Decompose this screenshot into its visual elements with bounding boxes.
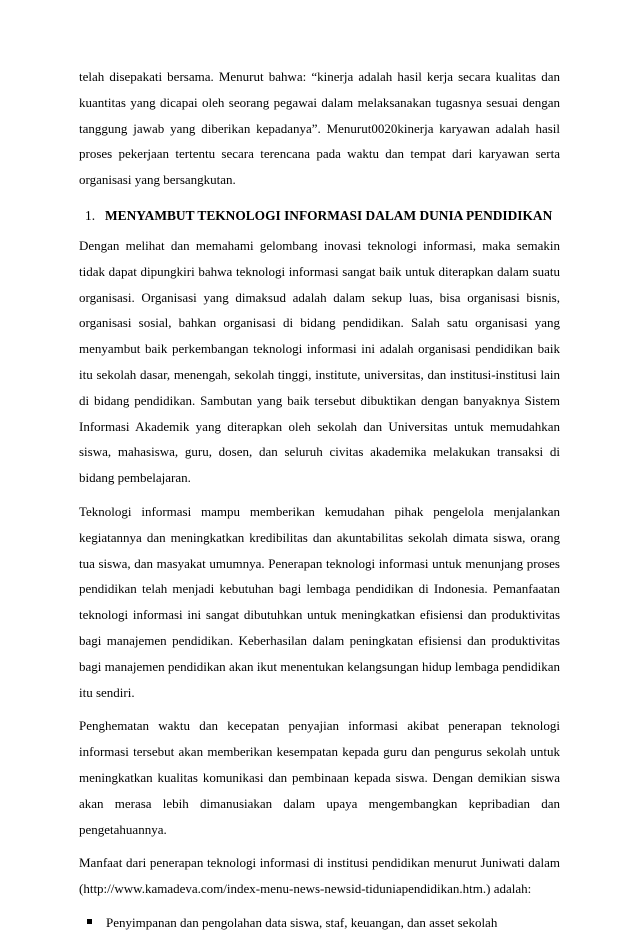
bullet-list bbox=[79, 910, 560, 935]
paragraph-4: Manfaat dari penerapan teknologi informasi di institusi pendidikan menurut Juniwati dalam (http://www.kamadeva.com/index-menu-news-newsid-tiduniapendidikan.htm.) adalah: bbox=[79, 855, 560, 897]
paragraph-3: Penghematan waktu dan kecepatan penyajian informasi akibat penerapan teknologi informasi tersebut akan memberikan kesempatan kepada guru dan pengurus sekolah untuk meningkatkan kualitas komunikasi dan pembinaan kepada siswa. Dengan demikian siswa akan merasa lebih dimanusiakan dalam upaya mengembangkan kepribadian dan pengetahuannya. bbox=[79, 718, 560, 837]
paragraph-1: Dengan melihat dan memahami gelombang inovasi teknologi informasi, maka semakin tidak dapat dipungkiri bahwa teknologi informasi sangat baik untuk diterapkan dalam suatu organisasi. Organisasi yang dimaksud adalah dalam sekup luas, bisa organisasi bisnis, organisasi sosial, bahkan organisasi di bidang pendidikan. Salah satu organisasi yang menyambut baik perkembangan teknologi informasi ini adalah organisasi pendidikan baik itu sekolah dasar, menengah, sekolah tinggi, institute, universitas, dan institusi-institusi lain di bidang pendidikan. Sambutan yang baik tersebut dibuktikan dengan banyaknya Sistem Informasi Akademik yang diterapkan oleh sekolah dan Universitas untuk memudahkan siswa, mahasiswa, guru, dosen, dan seluruh civitas akademika melakukan transaksi di bidang pembelajaran. bbox=[79, 237, 560, 486]
paragraph-2: Teknologi informasi mampu memberikan kemudahan pihak pengelola menjalankan kegiatannya dan meningkatkan kredibilitas dan akuntabilitas sekolah dimata siswa, orang tua siswa, dan masyakat umumnya. Penerapan teknologi informasi untuk menunjang proses pendidikan telah menjadi kebutuhan bagi lembaga pendidikan di Indonesia. Pemanfaatan teknologi informasi ini sangat dibutuhkan untuk meningkatkan efisiensi dan produktivitas bagi manajemen pendidikan. Keberhasilan dalam peningkatan efisiensi dan produktivitas bagi manajemen pendidikan akan ikut menentukan kelangsungan hidup lembaga pendidikan itu sendiri. bbox=[79, 503, 560, 700]
square-bullet-icon bbox=[87, 919, 92, 924]
list-item-text: Penyimpanan dan pengolahan data siswa, staf, keuangan, dan asset sekolah bbox=[106, 914, 498, 930]
section-title: MENYAMBUT TEKNOLOGI INFORMASI DALAM DUNIA PENDIDIKAN bbox=[105, 207, 553, 223]
list-item bbox=[79, 910, 560, 935]
section-heading bbox=[85, 203, 560, 229]
section-number: 1. bbox=[85, 207, 96, 223]
intro-paragraph: telah disepakati bersama. Menurut bahwa: “kinerja adalah hasil kerja secara kualitas dan kuantitas yang dicapai oleh seorang pegawai dalam melaksanakan tugasnya sesuai dengan tanggung jawab yang diberikan kepadanya”. Menurut0020kinerja karyawan adalah hasil proses pekerjaan tertentu secara terencana pada waktu dan tempat dari karyawan serta organisasi yang bersangkutan. bbox=[79, 69, 560, 188]
